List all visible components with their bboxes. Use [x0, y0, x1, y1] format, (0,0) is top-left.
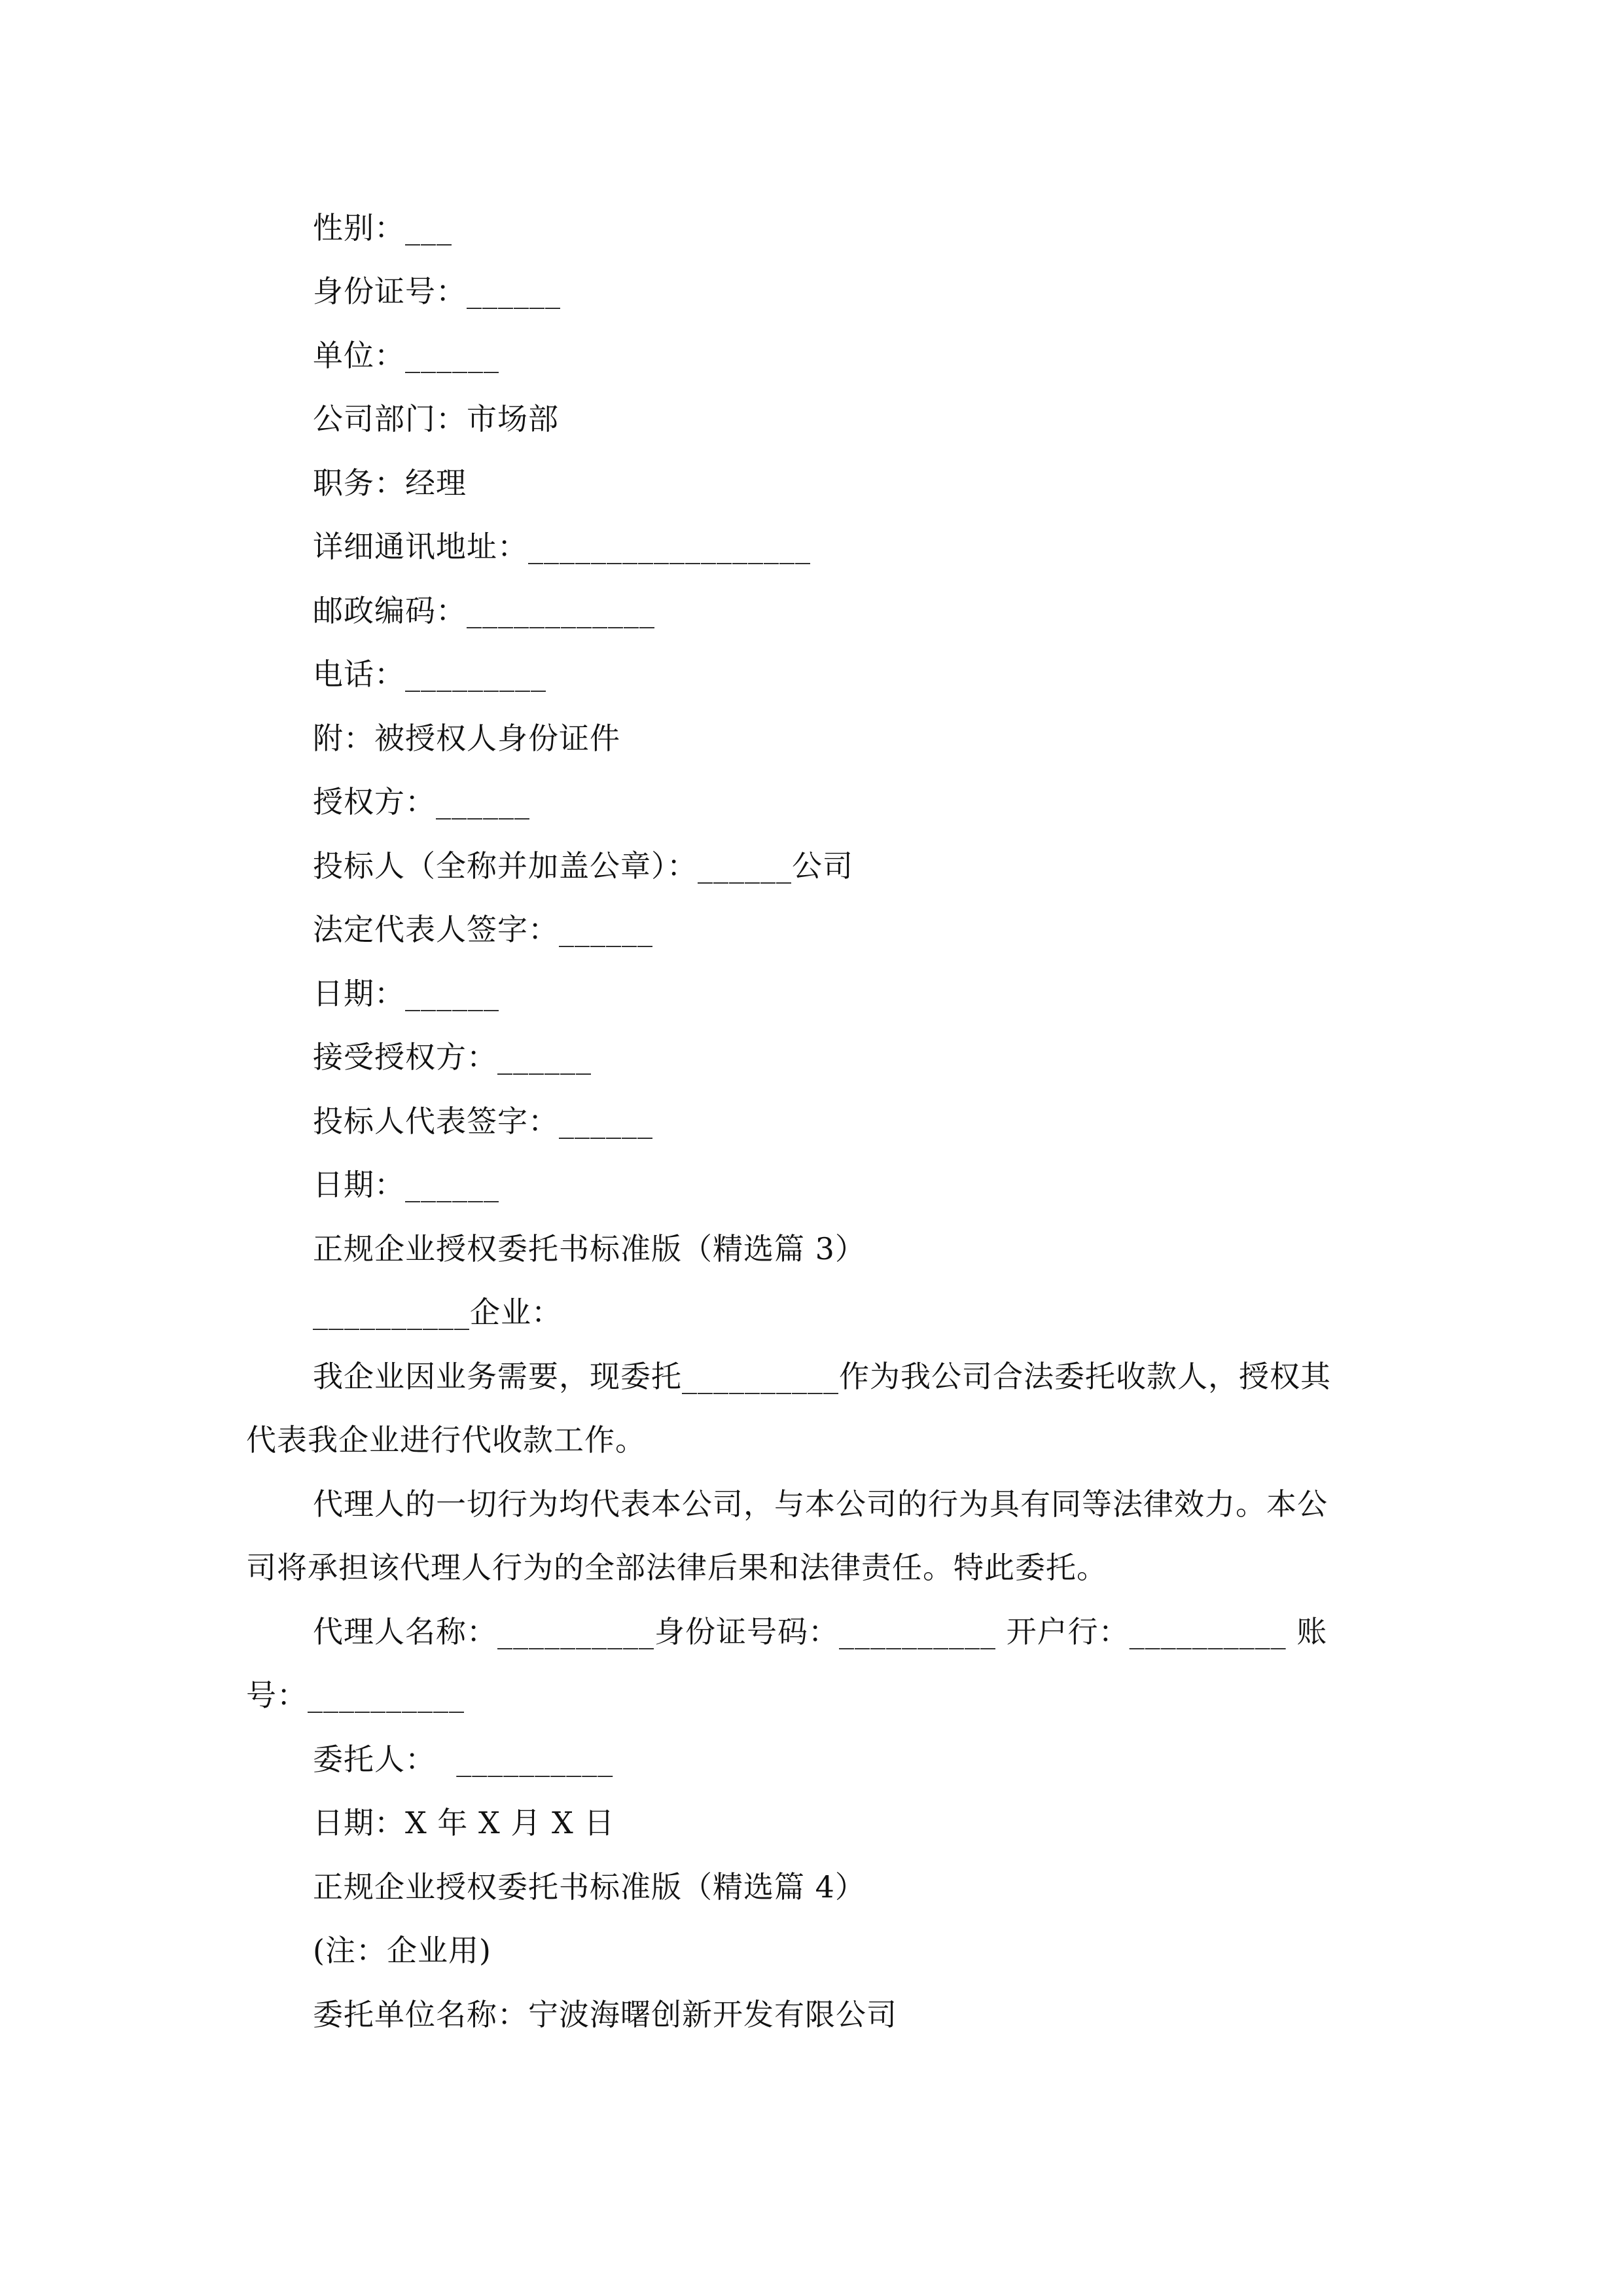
- grantor-line: [313, 782, 530, 821]
- entrust-unit-line: 委托单位名称：宁波海曙创新开发有限公司: [313, 1997, 897, 2032]
- date-line-3: 日期：X 年 X 月 X 日: [313, 1805, 615, 1840]
- para1-text-b: 作为我公司合法委托收款人，授权其: [839, 1359, 1331, 1394]
- id-number-label: 身份证号：: [313, 274, 467, 309]
- id-number-line: [313, 272, 561, 311]
- id-number-blank: ______: [467, 274, 561, 309]
- account-line: [246, 1676, 465, 1715]
- unit-blank: ______: [405, 338, 499, 373]
- agent-id-label: 身份证号码：: [654, 1614, 839, 1649]
- unit-label: 单位：: [313, 338, 405, 373]
- date-line-1: [313, 974, 499, 1013]
- date-blank-1: ______: [405, 976, 499, 1011]
- department-label: 公司部门：: [313, 401, 467, 437]
- department-value: 市场部: [467, 401, 559, 437]
- para1-text-a: 我企业因业务需要，现委托: [313, 1359, 682, 1394]
- address-label: 详细通讯地址：: [313, 529, 528, 564]
- para2-line2: 司将承担该代理人行为的全部法律后果和法律责任。特此委托。: [246, 1550, 1107, 1585]
- note-line: (注：企业用): [313, 1933, 491, 1968]
- department-line: [313, 399, 559, 439]
- bank-label: 开户行：: [996, 1614, 1130, 1649]
- account-label-end: 号：: [246, 1677, 308, 1713]
- legal-rep-blank: ______: [559, 912, 653, 947]
- para1-line2: 代表我企业进行代收款工作。: [246, 1422, 646, 1458]
- agent-name-blank: __________: [497, 1614, 654, 1649]
- section3-addressee-line: [313, 1293, 562, 1332]
- position-label: 职务：: [313, 465, 405, 501]
- grantor-blank: ______: [436, 784, 530, 819]
- grantor-label: 授权方：: [313, 784, 436, 819]
- grantee-line: [313, 1037, 592, 1077]
- phone-label: 电话：: [313, 656, 405, 692]
- section3-title: 正规企业授权委托书标准版（精选篇 3）: [313, 1231, 866, 1266]
- addressee-label: 企业：: [470, 1295, 562, 1330]
- date-line-2: [313, 1165, 499, 1204]
- postal-code-line: [313, 591, 655, 630]
- address-line: [313, 527, 811, 566]
- postal-code-blank: ____________: [467, 593, 655, 628]
- account-blank: __________: [308, 1677, 465, 1713]
- address-blank: __________________: [528, 529, 811, 564]
- grantee-label: 接受授权方：: [313, 1039, 497, 1075]
- position-line: [313, 463, 467, 503]
- phone-line: [313, 655, 546, 694]
- phone-blank: _________: [405, 656, 546, 692]
- principal-label: 委托人：: [313, 1742, 436, 1777]
- bidder-rep-blank: ______: [559, 1103, 653, 1139]
- gender-blank: ___: [405, 210, 452, 245]
- bidder-label: 投标人（全称并加盖公章）：: [313, 848, 698, 884]
- para1-blank: __________: [682, 1359, 839, 1394]
- position-value: 经理: [405, 465, 467, 501]
- grantee-blank: ______: [497, 1039, 592, 1075]
- date-blank-2: ______: [405, 1167, 499, 1202]
- agent-id-blank: __________: [839, 1614, 996, 1649]
- para1-line1: [313, 1357, 1331, 1396]
- bidder-line: [313, 846, 853, 886]
- attachment-line: [313, 719, 620, 758]
- principal-line: [313, 1740, 613, 1779]
- gender-line: [313, 208, 452, 247]
- section4-title: 正规企业授权委托书标准版（精选篇 4）: [313, 1869, 866, 1905]
- agent-name-label: 代理人名称：: [313, 1614, 497, 1649]
- bank-blank: __________: [1129, 1614, 1287, 1649]
- agent-info-line: [313, 1612, 1327, 1651]
- unit-line: [313, 336, 499, 375]
- bidder-value: ______公司: [698, 848, 853, 884]
- legal-rep-line: [313, 910, 653, 949]
- addressee-blank: __________: [313, 1295, 470, 1330]
- attachment-text: 附：被授权人身份证件: [313, 721, 620, 756]
- bidder-rep-line: [313, 1102, 653, 1141]
- para2-line1: 代理人的一切行为均代表本公司，与本公司的行为具有同等法律效力。本公: [313, 1486, 1328, 1522]
- date-label-2: 日期：: [313, 1167, 405, 1202]
- gender-label: 性别：: [313, 210, 405, 245]
- bidder-rep-label: 投标人代表签字：: [313, 1103, 559, 1139]
- principal-blank: __________: [456, 1742, 614, 1777]
- date-label-1: 日期：: [313, 976, 405, 1011]
- postal-code-label: 邮政编码：: [313, 593, 467, 628]
- account-label-start: 账: [1286, 1614, 1328, 1649]
- legal-rep-label: 法定代表人签字：: [313, 912, 559, 947]
